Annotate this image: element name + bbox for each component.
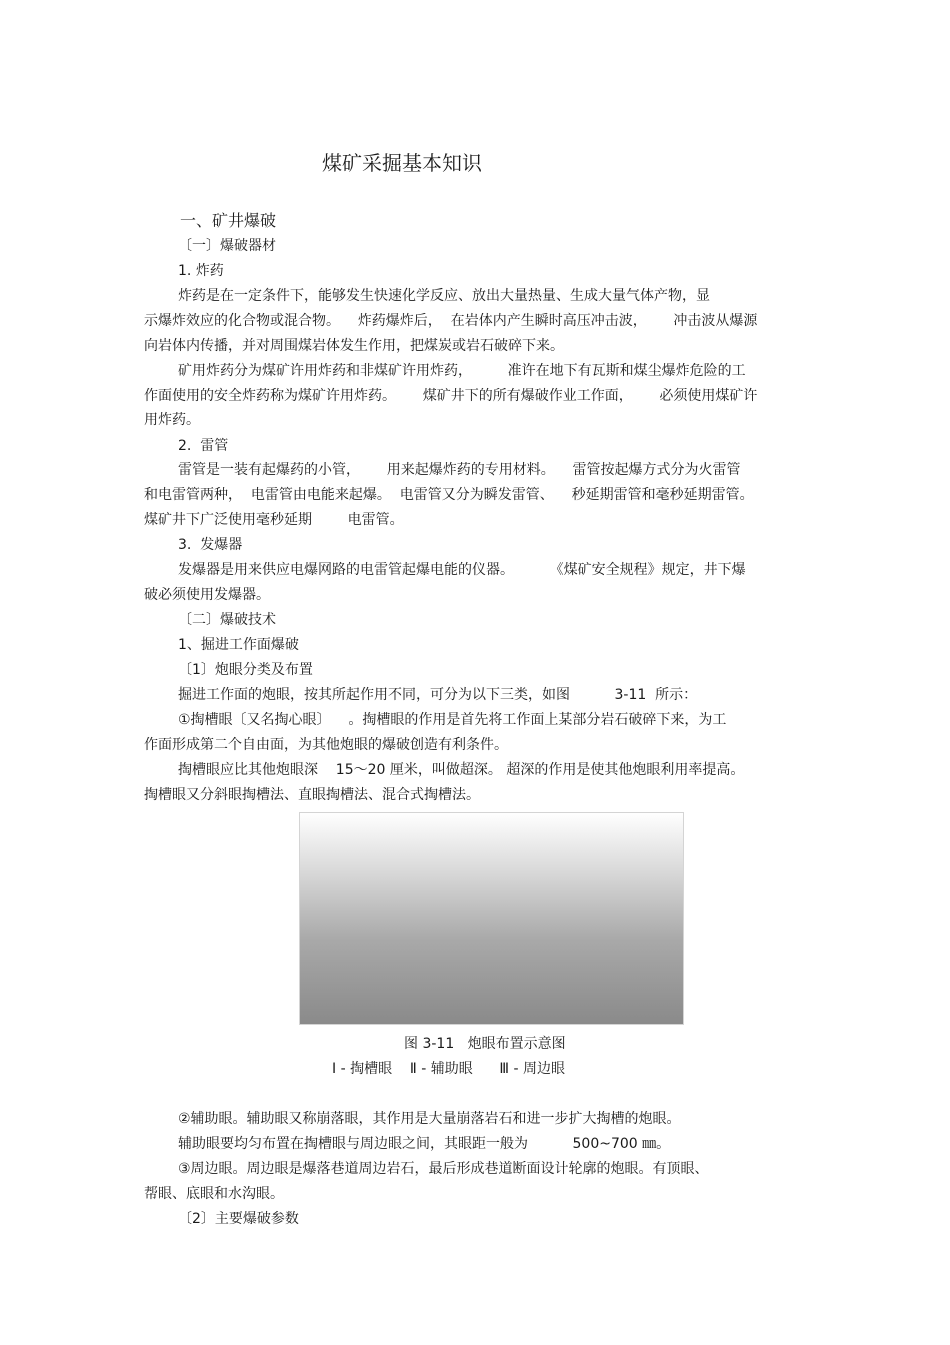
figure-image xyxy=(299,812,684,1025)
paragraph-line: 煤矿井下广泛使用毫秒延期 电雷管。 xyxy=(144,512,404,528)
paragraph-line: 帮眼、底眼和水沟眼。 xyxy=(144,1186,284,1202)
paragraph-line: 雷管是一装有起爆药的小管， 用来起爆炸药的专用材料。 雷管按起爆方式分为火雷管 xyxy=(178,462,741,478)
paragraph-line: 向岩体内传播，并对周围煤岩体发生作用，把煤炭或岩石破碎下来。 xyxy=(144,338,564,354)
page-title: 煤矿采掘基本知识 xyxy=(322,151,482,175)
item-heading-detonators: 2. 雷管 xyxy=(178,438,229,454)
section-heading-blasting: 一、矿井爆破 xyxy=(180,211,277,230)
paragraph-line: 炸药是在一定条件下，能够发生快速化学反应、放出大量热量、生成大量气体产物，显 xyxy=(178,288,710,304)
paragraph-line: 掏槽眼应比其他炮眼深 15～20 厘米，叫做超深。 超深的作用是使其他炮眼利用率提高。 xyxy=(178,762,745,778)
figure-legend: Ⅰ - 掏槽眼 Ⅱ - 辅助眼 Ⅲ - 周边眼 xyxy=(332,1061,566,1077)
paragraph-line: 破必须使用发爆器。 xyxy=(144,587,270,603)
paragraph-line: 示爆炸效应的化合物或混合物。 炸药爆炸后， 在岩体内产生瞬时高压冲击波， 冲击波从爆源 xyxy=(144,313,758,329)
paragraph-line: 辅助眼要均匀布置在掏槽眼与周边眼之间，其眼距一般为 500~700 ㎜。 xyxy=(178,1136,671,1152)
paragraph-line: 掘进工作面的炮眼，按其所起作用不同，可分为以下三类，如图 3-11 所示： xyxy=(178,687,698,703)
paragraph-line: ③周边眼。周边眼是爆落巷道周边岩石，最后形成巷道断面设计轮廓的炮眼。有顶眼、 xyxy=(178,1161,709,1177)
paragraph-line: 用炸药。 xyxy=(144,412,200,428)
paragraph-line: ②辅助眼。辅助眼又称崩落眼，其作用是大量崩落岩石和进一步扩大掏槽的炮眼。 xyxy=(178,1111,681,1127)
item-heading-exploder: 3. 发爆器 xyxy=(178,537,243,553)
paragraph-line: 矿用炸药分为煤矿许用炸药和非煤矿许用炸药， 准许在地下有瓦斯和煤尘爆炸危险的工 xyxy=(178,363,746,379)
figure-caption: 图 3-11 炮眼布置示意图 xyxy=(404,1036,566,1052)
paragraph-line: 掏槽眼又分斜眼掏槽法、直眼掏槽法、混合式掏槽法。 xyxy=(144,787,480,803)
paragraph-line: 作面使用的安全炸药称为煤矿许用炸药。 煤矿井下的所有爆破作业工作面， 必须使用煤矿许 xyxy=(144,388,758,404)
paragraph-line: ①掏槽眼〔又名掏心眼〕 。掏槽眼的作用是首先将工作面上某部分岩石破碎下来，为工 xyxy=(178,712,727,728)
subsection-heading-technique: 〔二〕爆破技术 xyxy=(178,612,276,628)
item-heading-parameters: 〔2〕主要爆破参数 xyxy=(178,1211,299,1227)
paragraph-line: 发爆器是用来供应电爆网路的电雷管起爆电能的仪器。 《煤矿安全规程》规定，井下爆 xyxy=(178,562,746,578)
subsection-heading-materials: 〔一〕爆破器材 xyxy=(178,238,276,254)
paragraph-line: 和电雷管两种， 电雷管由电能来起爆。 电雷管又分为瞬发雷管、 秒延期雷管和毫秒延期雷管。 xyxy=(144,487,754,503)
item-heading-explosives: 1. 炸药 xyxy=(178,263,224,279)
item-heading-heading-face: 1、掘进工作面爆破 xyxy=(178,637,299,653)
paragraph-line: 作面形成第二个自由面，为其他炮眼的爆破创造有利条件。 xyxy=(144,737,508,753)
item-heading-hole-layout: 〔1〕炮眼分类及布置 xyxy=(178,662,313,678)
